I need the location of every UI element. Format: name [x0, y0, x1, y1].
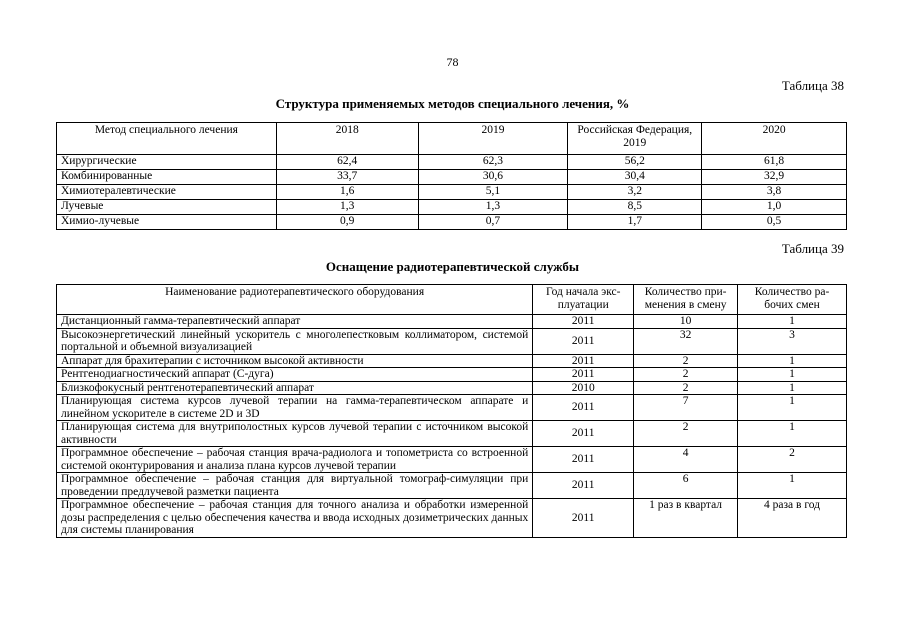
table-39-header-row	[57, 285, 847, 315]
table-38-header-rf-2019: Российская Федерация, 2019	[568, 123, 702, 155]
table-39-header-equipment: Наименование радиотерапевтического оборудования	[57, 285, 533, 315]
table-38-value-cell: 0,7	[418, 215, 568, 230]
table-39-equipment-cell: Высокоэнергетический линейный ускоритель с многолепестковым коллиматором, системой портальной и объемной визуализацией	[57, 328, 533, 354]
table-38-value-cell: 33,7	[276, 170, 418, 185]
table-39-equipment-cell: Близкофокусный рентгенотерапевтический аппарат	[57, 381, 533, 395]
table-39-year-cell: 2011	[533, 395, 634, 421]
table-row	[57, 170, 847, 185]
table-38-value-cell: 62,3	[418, 155, 568, 170]
table-38-title: Структура применяемых методов специального лечения, %	[275, 96, 630, 111]
table-row	[57, 395, 847, 421]
table-38-value-cell: 8,5	[568, 200, 702, 215]
table-39-label: Таблица 39	[781, 241, 844, 256]
table-39-header-usage: Количество при-менения в смену	[634, 285, 738, 315]
table-row	[57, 499, 847, 538]
table-38-method-cell: Химио-лучевые	[57, 215, 277, 230]
table-39-equipment-cell: Программное обеспечение – рабочая станция для точного анализа и обработки измеренной дозы распределения с целью обеспечения качества и ввода исходных дозиметрических данных для системы планирования	[57, 499, 533, 538]
table-row	[57, 381, 847, 395]
table-39-shifts-cell: 2	[738, 447, 847, 473]
table-39-shifts-cell: 1	[738, 368, 847, 382]
table-39-usage-cell: 6	[634, 473, 738, 499]
table-39-usage-cell: 7	[634, 395, 738, 421]
table-39-header-shifts: Количество ра-бочих смен	[738, 285, 847, 315]
table-row	[57, 200, 847, 215]
table-38-value-cell: 3,2	[568, 185, 702, 200]
table-39	[56, 284, 847, 538]
table-39-equipment-cell: Рентгенодиагностический аппарат (С-дуга)	[57, 368, 533, 382]
table-39-usage-cell: 10	[634, 315, 738, 329]
table-38-value-cell: 61,8	[702, 155, 847, 170]
table-39-usage-cell: 2	[634, 381, 738, 395]
table-38-value-cell: 1,3	[418, 200, 568, 215]
table-39-year-cell: 2011	[533, 421, 634, 447]
table-row	[57, 368, 847, 382]
table-38-value-cell: 32,9	[702, 170, 847, 185]
table-38-value-cell: 1,0	[702, 200, 847, 215]
table-row	[57, 155, 847, 170]
table-39-shifts-cell: 1	[738, 421, 847, 447]
table-38-method-cell: Хирургические	[57, 155, 277, 170]
table-row	[57, 215, 847, 230]
table-38-value-cell: 1,3	[276, 200, 418, 215]
table-39-equipment-cell: Дистанционный гамма-терапевтический аппарат	[57, 315, 533, 329]
table-38-header-2019: 2019	[418, 123, 568, 155]
table-row	[57, 421, 847, 447]
table-38-value-cell: 0,9	[276, 215, 418, 230]
table-38-method-cell: Лучевые	[57, 200, 277, 215]
table-row	[57, 354, 847, 368]
table-39-shifts-cell: 1	[738, 381, 847, 395]
table-39-year-cell: 2011	[533, 354, 634, 368]
page-number: 78	[446, 55, 459, 69]
table-39-shifts-cell: 4 раза в год	[738, 499, 847, 538]
table-39-shifts-cell: 3	[738, 328, 847, 354]
table-38-value-cell: 1,7	[568, 215, 702, 230]
table-39-year-cell: 2011	[533, 447, 634, 473]
table-39-equipment-cell: Планирующая система курсов лучевой терапии на гамма-терапевтическом аппарате и линейном ускорителе в системе 2D и 3D	[57, 395, 533, 421]
table-38-value-cell: 56,2	[568, 155, 702, 170]
table-38-value-cell: 5,1	[418, 185, 568, 200]
table-39-shifts-cell: 1	[738, 395, 847, 421]
table-row	[57, 447, 847, 473]
table-row	[57, 328, 847, 354]
table-38-label: Таблица 38	[781, 78, 844, 93]
table-39-year-cell: 2011	[533, 499, 634, 538]
table-39-shifts-cell: 1	[738, 354, 847, 368]
table-38-value-cell: 1,6	[276, 185, 418, 200]
table-38-header-row	[57, 123, 847, 155]
table-38-method-cell: Комбинированные	[57, 170, 277, 185]
table-39-title: Оснащение радиотерапевтической службы	[325, 259, 580, 274]
table-39-shifts-cell: 1	[738, 315, 847, 329]
table-row	[57, 315, 847, 329]
table-39-usage-cell: 2	[634, 368, 738, 382]
table-38-method-cell: Химиотералевтические	[57, 185, 277, 200]
table-38-value-cell: 0,5	[702, 215, 847, 230]
table-39-year-cell: 2011	[533, 328, 634, 354]
table-39-usage-cell: 4	[634, 447, 738, 473]
table-38-value-cell: 62,4	[276, 155, 418, 170]
table-39-year-cell: 2011	[533, 368, 634, 382]
table-39-usage-cell: 2	[634, 354, 738, 368]
table-38-value-cell: 3,8	[702, 185, 847, 200]
table-38	[56, 122, 847, 230]
table-38-value-cell: 30,6	[418, 170, 568, 185]
table-39-usage-cell: 1 раз в квартал	[634, 499, 738, 538]
table-39-equipment-cell: Программное обеспечение – рабочая станция для виртуальной томограф-симуляции при проведении предлучевой разметки пациента	[57, 473, 533, 499]
table-38-header-2020: 2020	[702, 123, 847, 155]
table-39-header-year: Год начала экс-плуатации	[533, 285, 634, 315]
table-39-year-cell: 2011	[533, 315, 634, 329]
table-39-shifts-cell: 1	[738, 473, 847, 499]
table-39-usage-cell: 2	[634, 421, 738, 447]
table-38-value-cell: 30,4	[568, 170, 702, 185]
table-39-equipment-cell: Аппарат для брахитерапии с источником высокой активности	[57, 354, 533, 368]
table-39-usage-cell: 32	[634, 328, 738, 354]
table-row	[57, 185, 847, 200]
table-39-year-cell: 2010	[533, 381, 634, 395]
table-row	[57, 473, 847, 499]
table-39-equipment-cell: Программное обеспечение – рабочая станция врача-радиолога и топометриста со встроенной системой оконтурирования и анализа плана курсов лучевой терапии	[57, 447, 533, 473]
table-38-header-method: Метод специального лечения	[57, 123, 277, 155]
table-39-year-cell: 2011	[533, 473, 634, 499]
table-39-equipment-cell: Планирующая система для внутриполостных курсов лучевой терапии с источником высокой активности	[57, 421, 533, 447]
table-38-header-2018: 2018	[276, 123, 418, 155]
